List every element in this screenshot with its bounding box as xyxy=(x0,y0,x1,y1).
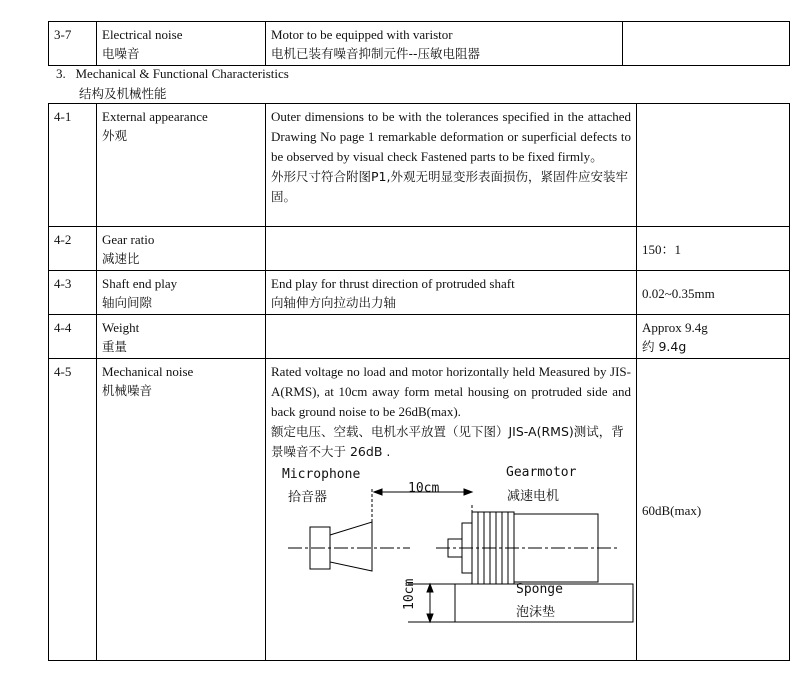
desc-en: End play for thrust direction of protruded shaft xyxy=(271,276,515,291)
desc-zh: 额定电压、空载、电机水平放置（见下图）JIS-A(RMS)测试，背景噪音不大于 26dB . xyxy=(271,424,624,459)
value-cell: 0.02~0.35mm xyxy=(637,271,790,315)
distance-label: 10cm xyxy=(408,481,440,496)
microphone-label: Microphone xyxy=(282,467,361,482)
item-en: Mechanical noise xyxy=(102,364,194,379)
distance-dimension xyxy=(372,488,472,522)
item-zh: 机械噪音 xyxy=(102,383,153,398)
desc-en: Rated voltage no load and motor horizontally held Measured by JIS-A(RMS), at 10cm away form metal housing on protruded side and back ground noise to be 26dB(max). xyxy=(271,364,631,419)
item-en: External appearance xyxy=(102,109,208,124)
item-zh: 重量 xyxy=(102,339,128,354)
desc-en: Outer dimensions to be with the tolerances specified in the attached Drawing No page 1 remarkable deformation or superficial defects to be observed by visual check Fastened parts to be fixed firmly。 xyxy=(271,109,631,164)
section-heading-zh: 结构及机械性能 xyxy=(79,86,167,101)
section-heading: 3. Mechanical & Functional Characteristics xyxy=(56,66,289,81)
gearmotor-icon xyxy=(436,505,618,584)
item-en: Electrical noise xyxy=(102,27,183,42)
sponge-label: Sponge xyxy=(516,582,563,597)
item-zh: 外观 xyxy=(102,128,128,143)
item-en: Shaft end play xyxy=(102,276,178,291)
value-cell: 60dB(max) xyxy=(637,359,790,661)
value-cell: 150：1 xyxy=(637,227,790,271)
gearmotor-label-zh: 减速电机 xyxy=(507,489,560,504)
row-no: 4-2 xyxy=(49,227,97,271)
item-zh: 轴向间隙 xyxy=(102,295,153,310)
desc-en: Motor to be equipped with varistor xyxy=(271,27,453,42)
item-en: Weight xyxy=(102,320,140,335)
row-no: 4-4 xyxy=(49,315,97,359)
sponge-icon xyxy=(455,584,633,622)
item-zh: 减速比 xyxy=(102,251,140,266)
item-en: Gear ratio xyxy=(102,232,155,247)
row-number: 3-7 xyxy=(54,27,72,42)
value-en: Approx 9.4g xyxy=(642,320,708,335)
desc-zh: 外形尺寸符合附图P1,外观无明显变形表面损伤，紧固件应安装牢固。 xyxy=(271,169,628,204)
row-no: 4-5 xyxy=(49,359,97,661)
row-no: 4-3 xyxy=(49,271,97,315)
sponge-label-zh: 泡沫垫 xyxy=(516,605,556,620)
row-no: 4-1 xyxy=(49,104,97,227)
value-zh: 约 9.4g xyxy=(642,339,687,354)
desc-zh: 向轴伸方向拉动出力轴 xyxy=(271,295,397,310)
desc-zh: 电机已装有噪音抑制元件--压敏电阻器 xyxy=(271,46,481,61)
microphone-icon xyxy=(288,522,410,571)
height-label: 10cm xyxy=(402,578,417,610)
gearmotor-label: Gearmotor xyxy=(506,465,577,480)
height-dimension xyxy=(408,584,455,622)
microphone-label-zh: 拾音器 xyxy=(288,490,328,505)
item-zh: 电噪音 xyxy=(102,46,140,61)
